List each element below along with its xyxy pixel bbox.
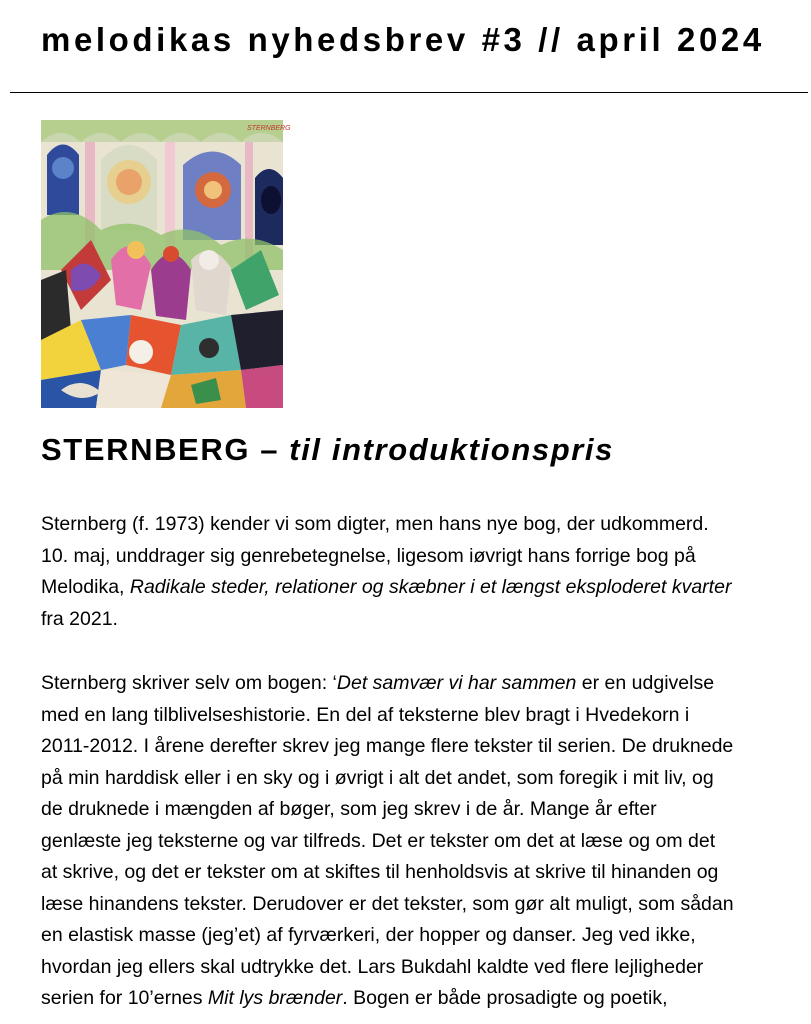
text-fragment: serien for 10’ernes xyxy=(41,987,208,1009)
article-paragraph-2 xyxy=(41,668,811,1015)
paragraph-line xyxy=(41,983,811,1015)
article-paragraph-1 xyxy=(41,509,811,635)
paragraph-line: hvordan jeg ellers skal udtrykke det. Lars Bukdahl kaldte ved flere lejligheder xyxy=(41,955,704,978)
book-title-radikale-steder: Radikale steder, relationer og skæbner i et længst eksploderet kvarter xyxy=(129,576,732,598)
article-headline xyxy=(41,428,614,472)
paragraph-line: 10. maj, unddrager sig genrebetegnelse, ligesom iøvrigt hans forrige bog på xyxy=(41,544,696,567)
paragraph-line: læse hinandens tekster. Derudover er det tekster, som gør alt muligt, som sådan xyxy=(41,892,734,915)
paragraph-line: med en lang tilblivelseshistorie. En del af teksterne blev bragt i Hvedekorn i xyxy=(41,703,690,726)
headline-italic: til introduktionspris xyxy=(289,432,614,467)
paragraph-line xyxy=(41,668,811,700)
paragraph-line: fra 2021. xyxy=(41,607,118,630)
newsletter-title: melodikas nyhedsbrev #3 // april 2024 xyxy=(41,21,765,58)
paragraph-line: på min harddisk eller i en sky og i øvrigt i alt det andet, som foregik i mit liv, og xyxy=(41,766,714,789)
header-divider xyxy=(10,92,808,93)
paragraph-line: de druknede i mængden af bøger, som jeg skrev i de år. Mange år efter xyxy=(41,798,657,820)
paragraph-line: en elastisk masse (jeg’et) af fyrværkeri, der hopper og danser. Jeg ved ikke, xyxy=(41,924,696,946)
paragraph-line: 2011-2012. I årene derefter skrev jeg mange flere tekster til serien. De druknede xyxy=(41,735,734,757)
paragraph-line: Sternberg (f. 1973) kender vi som digter, men hans nye bog, der udkommerd. xyxy=(41,513,709,535)
paragraph-line: genlæste jeg teksterne og var tilfreds. Det er tekster om det at læse og om det xyxy=(41,829,716,852)
text-fragment: . Bogen er både prosadigte og poetik, xyxy=(342,987,668,1009)
book-title-mit-lys-braender: Mit lys brænder xyxy=(207,987,343,1009)
text-fragment: Melodika, xyxy=(41,576,130,598)
book-cover-painting xyxy=(41,120,291,408)
headline-main: STERNBERG – xyxy=(41,432,290,467)
book-title-det-samvaer: Det samvær vi har sammen xyxy=(336,672,577,694)
text-fragment: er en udgivelse xyxy=(576,672,715,694)
paragraph-line: at skrive, og det er tekster om at skiftes til henholdsvis at skrive til hinanden og xyxy=(41,861,719,883)
paragraph-line xyxy=(41,572,811,604)
text-fragment: Sternberg skriver selv om bogen: ‘ xyxy=(41,672,337,694)
cover-signature: STERNBERG xyxy=(247,125,291,132)
